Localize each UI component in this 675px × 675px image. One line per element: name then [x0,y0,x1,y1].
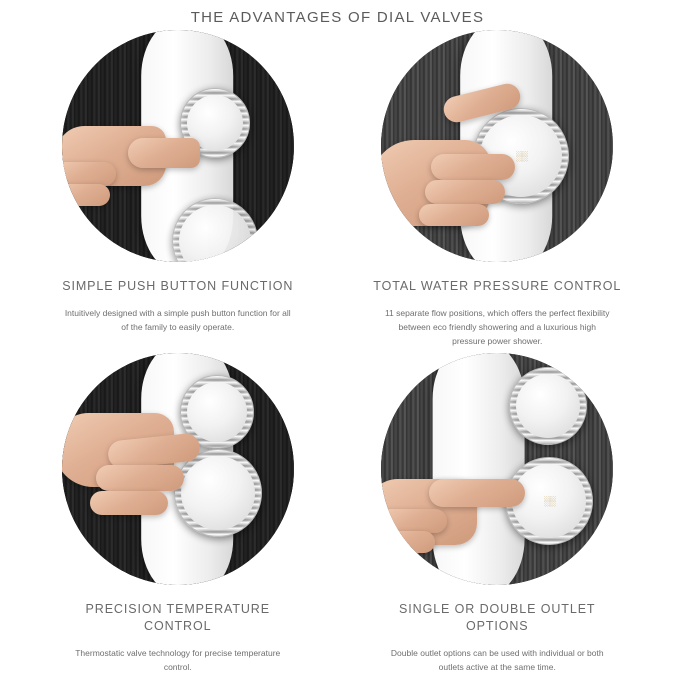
advantage-image-2 [381,30,613,262]
advantage-body-1: Intuitively designed with a simple push button function for all of the family to easily operate. [64,308,291,332]
advantage-title-4: SINGLE OR DOUBLE OUTLET OPTIONS [399,602,596,633]
advantage-card-1 [18,30,338,351]
page-title: THE ADVANTAGES OF DIAL VALVES [190,9,485,26]
advantage-card-2 [338,30,658,351]
advantage-card-3 [18,353,338,674]
advantage-body-4: Double outlet options can be used with individual or both outlets active at the same time. [390,648,604,672]
dial-emblem-4: ░░ [543,496,555,506]
advantages-grid [0,26,675,674]
advantage-body-3: Thermostatic valve technology for precise temperature control. [75,648,281,672]
advantage-image-1 [62,30,294,262]
advantage-title-2: TOTAL WATER PRESSURE CONTROL [373,279,622,293]
advantage-title-3: PRECISION TEMPERATURE CONTROL [85,602,270,633]
dial-emblem-2: ░░ [515,151,527,161]
advantage-body-2: 11 separate flow positions, which offers the perfect flexibility between eco friendly showering and a luxurious high pressure power shower. [384,308,610,346]
advantage-image-4 [381,353,613,585]
advantage-image-3 [62,353,294,585]
advantage-title-1: SIMPLE PUSH BUTTON FUNCTION [62,279,294,293]
advantage-card-4 [338,353,658,674]
